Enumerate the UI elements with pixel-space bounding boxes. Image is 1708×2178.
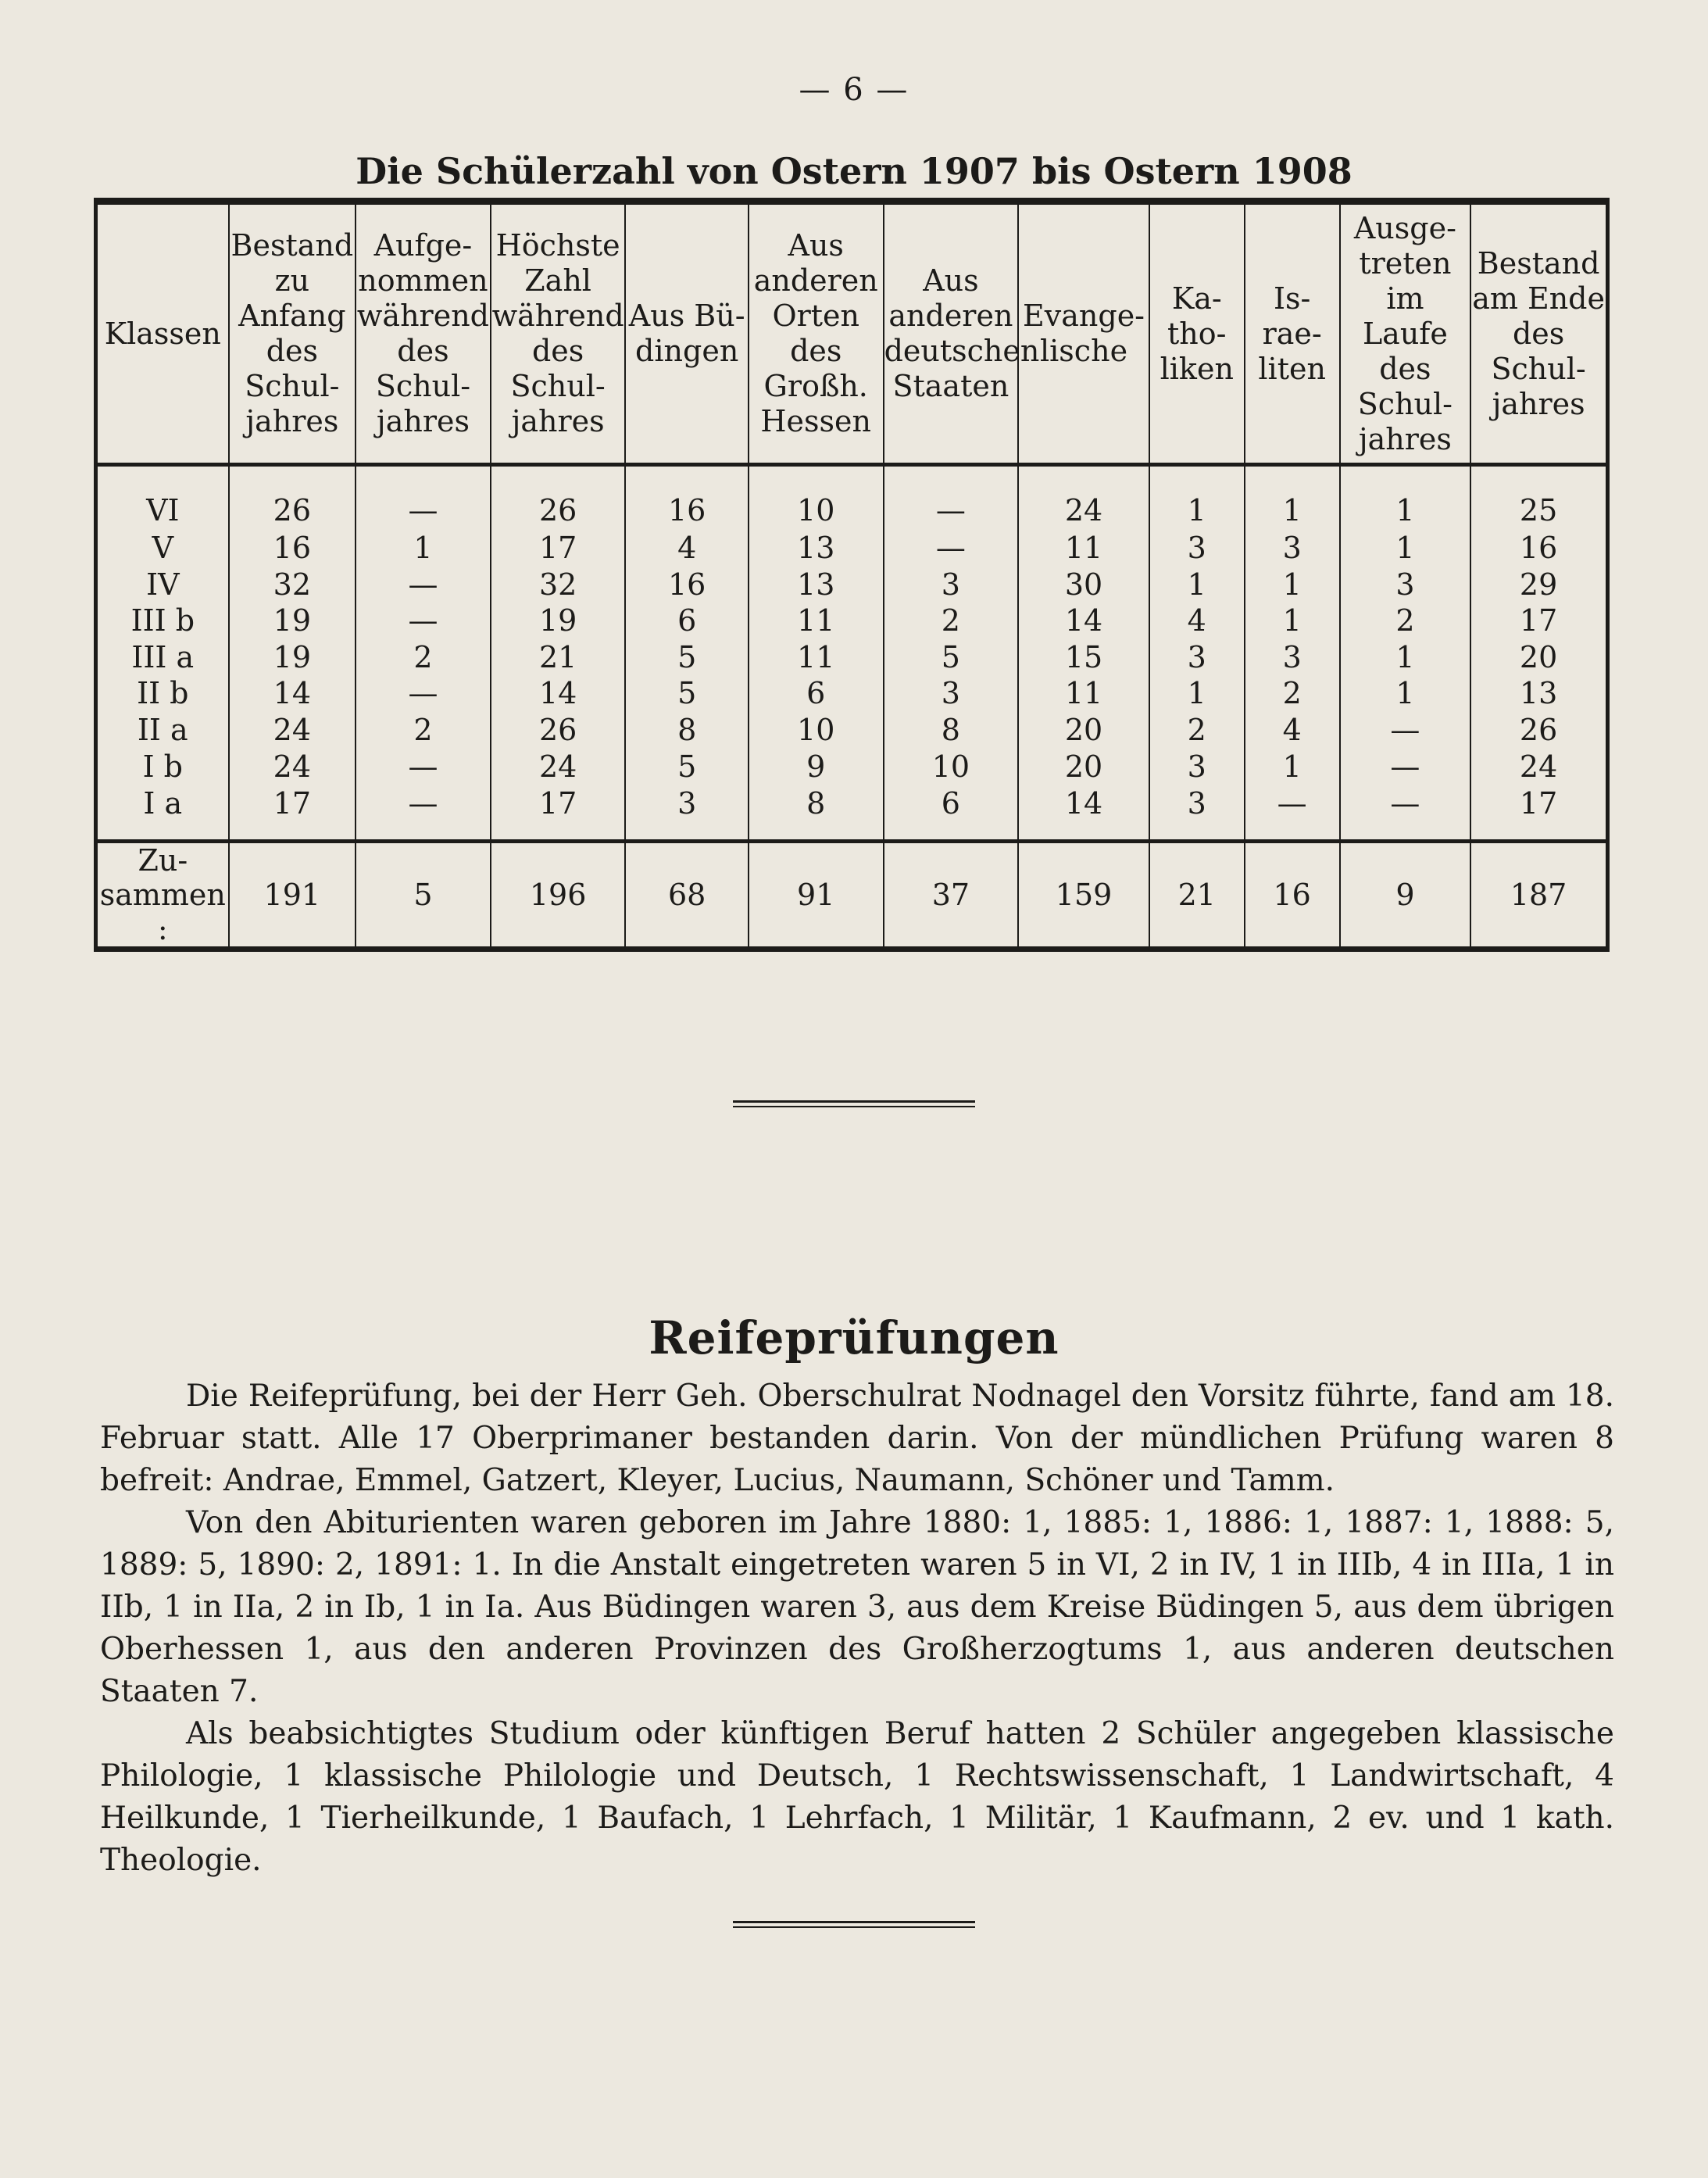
table-cell: 30 xyxy=(1018,566,1149,603)
table-row xyxy=(98,465,1606,530)
table-cell: 5 xyxy=(884,638,1019,675)
table-cell: — xyxy=(356,785,491,842)
table-cell: 24 xyxy=(229,748,356,785)
class-name-cell: III a xyxy=(131,639,195,674)
table-cell: 2 xyxy=(1149,712,1245,749)
table-cell: 3 xyxy=(625,785,748,842)
paragraph: Als beabsichtigtes Studium oder künftigen Beruf hatten 2 Schüler angegeben klassische Philologie, 1 klassische Philologie und Deutsch, 1 Rechtswissenschaft, 1 Landwirtschaft, 4 Heilkunde, 1 Tierheilkunde, 1 Baufach, 1 Lehrfach, 1 Militär, 1 Kaufmann, 2 ev. und 1 kath. Theologie. xyxy=(100,1716,1614,1878)
table-cell: 32 xyxy=(229,566,356,603)
table-cell: — xyxy=(356,748,491,785)
table-cell: 15 xyxy=(1018,638,1149,675)
column-header: Aus Bü-dingen xyxy=(625,205,748,465)
table-cell: 19 xyxy=(229,603,356,639)
column-header: Klassen xyxy=(98,205,229,465)
table-row xyxy=(98,638,1606,675)
class-name-cell: II b xyxy=(137,676,189,711)
table-cell: 17 xyxy=(491,785,626,842)
table-cell: 1 xyxy=(1245,603,1340,639)
table-cell: — xyxy=(356,566,491,603)
table-cell: 20 xyxy=(1470,638,1606,675)
table-cell: 17 xyxy=(1470,785,1606,842)
table-cell: 10 xyxy=(749,465,884,530)
table-cell: 3 xyxy=(1340,566,1471,603)
table-cell: 5 xyxy=(625,675,748,712)
class-name-cell: VI xyxy=(146,493,180,528)
total-cell: 159 xyxy=(1018,842,1149,947)
table-cell: — xyxy=(1340,748,1471,785)
table-cell: — xyxy=(1340,712,1471,749)
header-row xyxy=(98,205,1606,465)
total-cell: 9 xyxy=(1340,842,1471,947)
column-header: Ka-tho-liken xyxy=(1149,205,1245,465)
divider-rule-bottom xyxy=(733,1921,975,1923)
table-cell: 1 xyxy=(1245,566,1340,603)
table-cell: 2 xyxy=(1245,675,1340,712)
table-cell: 2 xyxy=(356,712,491,749)
table-cell: 19 xyxy=(491,603,626,639)
student-count-table xyxy=(94,198,1610,952)
table-cell: 3 xyxy=(1149,638,1245,675)
table-cell: 11 xyxy=(749,603,884,639)
table-cell: 14 xyxy=(1018,603,1149,639)
table-cell: — xyxy=(356,603,491,639)
table-cell: 17 xyxy=(491,530,626,567)
paragraph: Die Reifeprüfung, bei der Herr Geh. Oberschulrat Nodnagel den Vorsitz führte, fand am 18. Februar statt. Alle 17 Oberprimaner bestanden darin. Von der mündlichen Prüfung waren 8 befreit: Andrae, Emmel, Gatzert, Kleyer, Lucius, Naumann, Schöner und Tamm. xyxy=(100,1379,1614,1498)
table-cell: 19 xyxy=(229,638,356,675)
section-body xyxy=(100,1375,1614,1882)
table-row xyxy=(98,712,1606,749)
table-cell: 32 xyxy=(491,566,626,603)
total-cell: 5 xyxy=(356,842,491,947)
divider-rule xyxy=(733,1100,975,1103)
class-name-cell: III b xyxy=(130,603,195,638)
table-cell: 21 xyxy=(491,638,626,675)
table-cell: 14 xyxy=(491,675,626,712)
table-cell: 5 xyxy=(625,638,748,675)
table-cell: 3 xyxy=(1149,748,1245,785)
table-cell: — xyxy=(1340,785,1471,842)
total-cell: 91 xyxy=(749,842,884,947)
table-cell: 11 xyxy=(749,638,884,675)
table-row xyxy=(98,530,1606,567)
table-cell: 3 xyxy=(884,675,1019,712)
total-cell: 37 xyxy=(884,842,1019,947)
table-cell: 17 xyxy=(229,785,356,842)
table-body xyxy=(98,465,1606,842)
table-cell: 8 xyxy=(625,712,748,749)
column-header: Aus anderen Orten des Großh. Hessen xyxy=(749,205,884,465)
table-cell: 24 xyxy=(1018,465,1149,530)
table-cell: 2 xyxy=(356,638,491,675)
table-cell: 16 xyxy=(625,465,748,530)
table-cell: 14 xyxy=(1018,785,1149,842)
table-cell: 11 xyxy=(1018,675,1149,712)
column-header: Bestand zu Anfang des Schul-jahres xyxy=(229,205,356,465)
table-cell: 25 xyxy=(1470,465,1606,530)
table-cell: 20 xyxy=(1018,712,1149,749)
table-cell: 4 xyxy=(1245,712,1340,749)
table-cell: 4 xyxy=(625,530,748,567)
class-name-cell: V xyxy=(152,530,174,565)
statistics-table xyxy=(98,205,1606,946)
table-title: Die Schülerzahl von Ostern 1907 bis Ostern 1908 xyxy=(356,150,1352,192)
table-cell: 3 xyxy=(884,566,1019,603)
section-title: Reifeprüfungen xyxy=(649,1311,1059,1364)
table-cell: 1 xyxy=(1245,465,1340,530)
table-cell: 1 xyxy=(1149,566,1245,603)
table-cell: 1 xyxy=(356,530,491,567)
table-cell: 16 xyxy=(625,566,748,603)
class-name-cell: I b xyxy=(142,749,183,784)
column-header: Ausge-treten im Laufe des Schul-jahres xyxy=(1340,205,1471,465)
table-footer xyxy=(98,842,1606,947)
table-row xyxy=(98,603,1606,639)
table-cell: 2 xyxy=(884,603,1019,639)
table-cell: 26 xyxy=(1470,712,1606,749)
table-cell: 10 xyxy=(749,712,884,749)
table-cell: 3 xyxy=(1149,530,1245,567)
table-cell: — xyxy=(1245,785,1340,842)
table-cell: 13 xyxy=(749,566,884,603)
table-cell: 10 xyxy=(884,748,1019,785)
table-cell: 4 xyxy=(1149,603,1245,639)
table-cell: 1 xyxy=(1340,530,1471,567)
totals-row xyxy=(98,842,1606,947)
table-cell: 20 xyxy=(1018,748,1149,785)
table-cell: 6 xyxy=(625,603,748,639)
total-cell: 16 xyxy=(1245,842,1340,947)
table-cell: 11 xyxy=(1018,530,1149,567)
table-cell: 24 xyxy=(229,712,356,749)
table-cell: 1 xyxy=(1340,675,1471,712)
table-cell: 14 xyxy=(229,675,356,712)
table-cell: 5 xyxy=(625,748,748,785)
total-cell: 21 xyxy=(1149,842,1245,947)
total-cell: 187 xyxy=(1470,842,1606,947)
table-cell: 8 xyxy=(749,785,884,842)
column-header: Evange-lische xyxy=(1018,205,1149,465)
table-row xyxy=(98,748,1606,785)
table-cell: 24 xyxy=(1470,748,1606,785)
total-cell: 68 xyxy=(625,842,748,947)
table-cell: 26 xyxy=(229,465,356,530)
totals-label: Zu-sammen : xyxy=(98,842,229,947)
table-cell: 3 xyxy=(1245,530,1340,567)
table-cell: — xyxy=(884,530,1019,567)
table-cell: 1 xyxy=(1149,675,1245,712)
table-cell: 16 xyxy=(229,530,356,567)
table-cell: — xyxy=(356,675,491,712)
table-cell: 17 xyxy=(1470,603,1606,639)
table-cell: 1 xyxy=(1340,638,1471,675)
table-header xyxy=(98,205,1606,465)
table-cell: — xyxy=(356,465,491,530)
table-cell: 8 xyxy=(884,712,1019,749)
table-cell: 29 xyxy=(1470,566,1606,603)
total-cell: 191 xyxy=(229,842,356,947)
paragraph: Von den Abiturienten waren geboren im Jahre 1880: 1, 1885: 1, 1886: 1, 1887: 1, 1888: 5, 1889: 5, 1890: 2, 1891: 1. In die Anstalt eingetreten waren 5 in VI, 2 in IV, 1 in IIIb, 4 in IIIa, 1 in IIb, 1 in IIa, 2 in Ib, 1 in Ia. Aus Büdingen waren 3, aus dem Kreise Büdingen 5, aus dem übrigen Oberhessen 1, aus den anderen Provinzen des Großherzogtums 1, aus anderen deutschen Staaten 7. xyxy=(100,1505,1614,1709)
table-cell: 6 xyxy=(749,675,884,712)
table-cell: 9 xyxy=(749,748,884,785)
table-row xyxy=(98,675,1606,712)
table-cell: 13 xyxy=(1470,675,1606,712)
table-cell: 1 xyxy=(1245,748,1340,785)
class-name-cell: I a xyxy=(143,785,183,821)
column-header: Aus anderen deutschen Staaten xyxy=(884,205,1019,465)
table-cell: 1 xyxy=(1149,465,1245,530)
class-name-cell: II a xyxy=(137,713,188,747)
table-cell: 24 xyxy=(491,748,626,785)
table-row xyxy=(98,566,1606,603)
table-cell: 6 xyxy=(884,785,1019,842)
table-cell: 26 xyxy=(491,712,626,749)
table-cell: 16 xyxy=(1470,530,1606,567)
table-cell: 13 xyxy=(749,530,884,567)
page-number: — 6 — xyxy=(799,72,909,108)
table-cell: 3 xyxy=(1149,785,1245,842)
table-cell: 3 xyxy=(1245,638,1340,675)
table-row xyxy=(98,785,1606,842)
table-cell: 2 xyxy=(1340,603,1471,639)
table-cell: 26 xyxy=(491,465,626,530)
table-cell: — xyxy=(884,465,1019,530)
column-header: Is-rae-liten xyxy=(1245,205,1340,465)
column-header: Bestand am Ende des Schul-jahres xyxy=(1470,205,1606,465)
table-cell: 1 xyxy=(1340,465,1471,530)
column-header: Höchste Zahl während des Schul-jahres xyxy=(491,205,626,465)
column-header: Aufge-nommen während des Schul-jahres xyxy=(356,205,491,465)
total-cell: 196 xyxy=(491,842,626,947)
class-name-cell: IV xyxy=(146,567,180,602)
